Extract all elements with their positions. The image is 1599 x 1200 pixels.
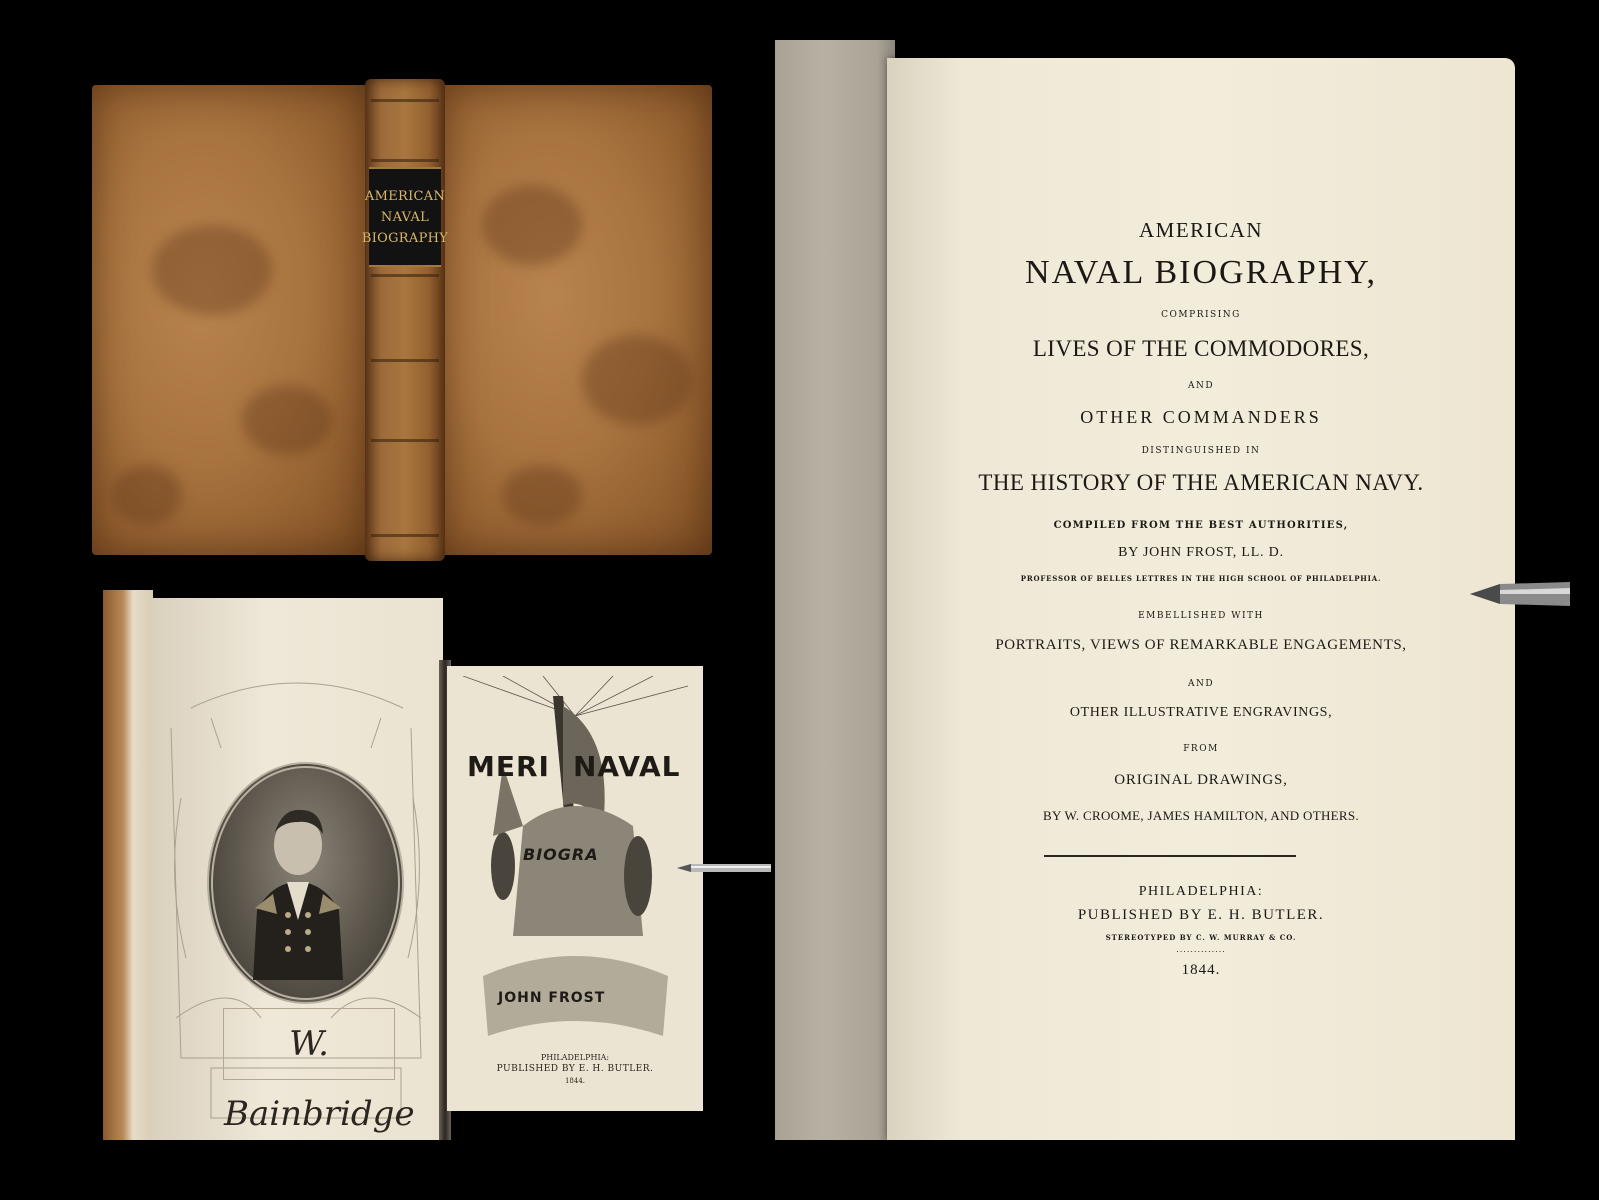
closed-book-photo <box>90 75 715 565</box>
title-rule <box>1044 855 1296 857</box>
title-line-city: PHILADELPHIA: <box>1138 884 1264 899</box>
title-line-other-illustrative: OTHER ILLUSTRATIVE ENGRAVINGS, <box>1069 705 1333 720</box>
title-line-professor: PROFESSOR OF BELLES LETTRES IN THE HIGH SCHOOL OF PHILADELPHIA. <box>1020 574 1382 583</box>
engraved-footer-publisher: PUBLISHED BY E. H. BUTLER. <box>496 1064 654 1074</box>
title-line-year: 1844. <box>1181 962 1221 978</box>
spine-line-2: NAVAL <box>380 209 430 225</box>
title-line-publisher: PUBLISHED BY E. H. BUTLER. <box>1077 907 1325 923</box>
title-line-embellished: EMBELLISHED WITH <box>1138 611 1264 621</box>
title-line-and-2: AND <box>1187 679 1215 689</box>
front-board <box>92 85 367 555</box>
engraved-title-word-2: NAVAL <box>573 750 681 783</box>
spine-line-3: BIOGRAPHY <box>361 230 449 246</box>
endpaper-flap <box>775 40 895 1140</box>
title-line-compiled: COMPILED FROM THE BEST AUTHORITIES, <box>1053 520 1349 531</box>
book-spine <box>361 79 449 561</box>
title-line-original-drawings: ORIGINAL DRAWINGS, <box>1114 772 1288 788</box>
open-book-photo <box>103 590 771 1140</box>
title-line-american: AMERICAN <box>1138 218 1263 242</box>
engraved-title-word-1: MERI <box>467 750 550 783</box>
engraved-footer-year: 1844. <box>564 1077 586 1085</box>
engraved-title-word-3: BIOGRA <box>523 845 599 864</box>
title-line-lives: LIVES OF THE COMMODORES, <box>1032 336 1370 361</box>
title-line-naval-biography: NAVAL BIOGRAPHY, <box>1025 254 1377 291</box>
title-line-other-commanders: OTHER COMMANDERS <box>1080 407 1322 427</box>
title-line-comprising: COMPRISING <box>1161 310 1241 320</box>
engraved-author: JOHN FROST <box>498 990 606 1006</box>
title-line-from: FROM <box>1183 744 1219 754</box>
spine-line-1: AMERICAN <box>364 188 446 204</box>
pen-pointer-icon <box>1470 580 1570 608</box>
engraved-illustration <box>463 676 688 1076</box>
pen-pointer-icon <box>677 862 771 874</box>
title-line-portraits: PORTRAITS, VIEWS OF REMARKABLE ENGAGEMENTS, <box>995 637 1407 653</box>
portrait-signature: W. Bainbridge <box>223 1008 395 1080</box>
back-board <box>442 85 712 555</box>
title-line-and-1: AND <box>1187 381 1215 391</box>
title-line-history: THE HISTORY OF THE AMERICAN NAVY. <box>978 470 1424 495</box>
title-line-author: BY JOHN FROST, LL. D. <box>1118 545 1284 560</box>
engraved-footer-city: PHILADELPHIA: <box>540 1053 610 1062</box>
title-line-dots: .............. <box>1176 945 1226 954</box>
spine-label <box>361 167 449 267</box>
title-line-distinguished: DISTINGUISHED IN <box>1141 446 1261 456</box>
title-page-photo <box>775 40 1570 1140</box>
title-line-illustrators: BY W. CROOME, JAMES HAMILTON, AND OTHERS. <box>1043 808 1359 823</box>
book-edge <box>103 590 153 1140</box>
title-line-stereotyped: STEREOTYPED BY C. W. MURRAY & CO. <box>1105 933 1297 942</box>
officer-portrait <box>243 790 353 980</box>
